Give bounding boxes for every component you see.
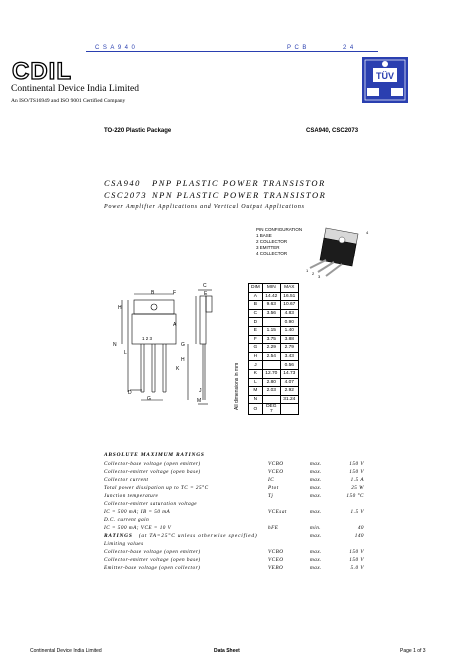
rating-label: D.C. current gain	[104, 517, 150, 523]
application-subtitle: Power Amplifier Applications and Vertical Output Applications	[104, 204, 305, 210]
rating-label: Collector-base voltage (open emitter)	[104, 461, 201, 467]
dim-cell: 1.40	[280, 326, 298, 335]
rating-symbol: VCEO	[268, 557, 284, 563]
rating-limit: max.	[310, 461, 322, 467]
dim-label-g-bottom: G	[147, 396, 151, 402]
dim-cell: 9.63	[262, 301, 280, 310]
package-pin-label: 2	[312, 271, 315, 276]
dim-cell: G	[249, 344, 263, 353]
title-desc-2: NPN PLASTIC POWER TRANSISTOR	[152, 190, 327, 200]
rating-limit: max.	[310, 549, 322, 555]
table-row	[249, 395, 299, 404]
dim-label-h: H	[181, 357, 185, 363]
dim-label-k: K	[176, 366, 180, 372]
rating-symbol: hFE	[268, 525, 279, 531]
table-row	[249, 404, 299, 415]
rating-limit: min.	[310, 525, 322, 531]
pin-config-item: 1 BASE	[256, 233, 272, 238]
dim-label-d: D	[128, 390, 132, 396]
rating-limit: max.	[310, 533, 322, 539]
table-row	[249, 344, 299, 353]
table-row	[249, 292, 299, 301]
header-code-left: CSA940	[95, 45, 139, 51]
dim-cell: 14.73	[280, 369, 298, 378]
header-code-mid: PCB	[287, 45, 310, 51]
dim-cell: F	[249, 335, 263, 344]
table-row	[249, 378, 299, 387]
dim-cell: 3.43	[280, 352, 298, 361]
dim-cell: 12.70	[262, 369, 280, 378]
rating-limit: max.	[310, 469, 322, 475]
dim-label-l: L	[124, 350, 127, 356]
dim-cell	[262, 395, 280, 404]
dim-cell: E	[249, 326, 263, 335]
dim-cell: A	[249, 292, 263, 301]
certification-text: An ISO/TS16949 and ISO 9001 Certified Company	[11, 98, 126, 104]
dim-label-b: B	[151, 290, 155, 296]
dim-cell: 16.51	[280, 292, 298, 301]
dim-cell: 2.80	[262, 378, 280, 387]
package-type: TO-220 Plastic Package	[104, 128, 172, 134]
table-row	[104, 517, 364, 525]
rating-symbol: VCEsat	[268, 509, 287, 515]
table-row	[104, 509, 364, 517]
dim-label-f: F	[173, 290, 177, 296]
rating-limit: max.	[310, 493, 322, 499]
table-row	[104, 461, 364, 469]
rating-limit: max.	[310, 485, 322, 491]
table-row	[249, 301, 299, 310]
rating-value: 150 V	[349, 461, 364, 467]
dim-cell: 14.42	[262, 292, 280, 301]
pin-config-item: 2 COLLECTOR	[256, 239, 288, 244]
table-row	[104, 493, 364, 501]
header-rule	[86, 51, 378, 52]
rating-symbol: VCEO	[268, 469, 284, 475]
part-numbers: CSA940, CSC2073	[306, 128, 359, 134]
dim-cell: DEG 7	[262, 404, 280, 415]
table-row	[249, 352, 299, 361]
title-desc-1: PNP PLASTIC POWER TRANSISTOR	[152, 178, 326, 188]
abs-max-heading: ABSOLUTE MAXIMUM RATINGS	[104, 452, 205, 458]
package-pin-label: 4	[366, 230, 369, 235]
table-row	[104, 525, 364, 533]
rating-value: 150 V	[349, 557, 364, 563]
table-row	[249, 326, 299, 335]
title-line-1	[104, 178, 326, 188]
dim-label-j: J	[199, 388, 202, 394]
rating-value: 1.5 A	[350, 477, 364, 483]
dim-cell: 2.03	[262, 387, 280, 396]
dim-cell: K	[249, 369, 263, 378]
ratings-heading-note: (at TA=25°C unless otherwise specified)	[138, 533, 258, 539]
dim-cell: H	[249, 352, 263, 361]
title-part-1: CSA940	[104, 178, 141, 188]
table-row	[249, 318, 299, 327]
rating-symbol: VCBO	[268, 461, 284, 467]
dim-label-m: M	[197, 398, 202, 404]
dimension-table-header	[249, 284, 299, 293]
rating-value: 25 W	[351, 485, 364, 491]
dim-cell	[262, 318, 280, 327]
table-row	[104, 469, 364, 477]
tuv-badge-text: TÜV	[376, 71, 394, 81]
rating-value: 5.0 V	[350, 565, 364, 571]
dim-cell: M	[249, 387, 263, 396]
package-pin-label: 3	[318, 274, 321, 279]
rating-label: Collector-emitter voltage (open base)	[104, 557, 201, 563]
ratings-sub-label: Limiting values	[104, 541, 144, 547]
dim-label-h-left: H	[118, 305, 122, 311]
table-row	[104, 557, 364, 565]
dim-cell: O	[249, 404, 263, 415]
footer-doc-type: Data Sheet	[214, 648, 240, 654]
company-name: Continental Device India Limited	[11, 84, 139, 94]
rating-label: Total power dissipation up to TC = 25°C	[104, 485, 209, 491]
dim-cell: 2.92	[280, 387, 298, 396]
dim-cell: B	[249, 301, 263, 310]
title-part-2: CSC2073	[104, 190, 148, 200]
dim-header: DIM	[249, 284, 263, 293]
table-row	[104, 565, 364, 573]
dimension-table	[248, 283, 299, 415]
dim-header: MIN	[262, 284, 280, 293]
header-code-right: 24	[343, 45, 357, 51]
rating-value: 150 V	[349, 469, 364, 475]
rating-limit: max.	[310, 557, 322, 563]
table-row	[104, 549, 364, 557]
pin-config-item: 3 EMITTER	[256, 245, 280, 250]
rating-label: IC = 500 mA; VCE = 10 V	[104, 525, 172, 531]
dim-cell	[262, 361, 280, 370]
dimension-note: All dimensions in mm	[234, 362, 240, 410]
table-row	[104, 501, 364, 509]
rating-label: Collector-emitter saturation voltage	[104, 501, 198, 507]
dim-label-a: A	[173, 322, 177, 328]
dim-cell: 3.75	[262, 335, 280, 344]
table-row	[249, 369, 299, 378]
rating-label: Collector current	[104, 477, 149, 483]
dim-cell: D	[249, 318, 263, 327]
rating-limit: max.	[310, 565, 322, 571]
company-logo: CDIL	[12, 58, 72, 85]
dim-cell: 31.24	[280, 395, 298, 404]
rating-symbol: Ptot	[268, 485, 279, 491]
rating-symbol: VEBO	[268, 565, 284, 571]
footer-page: Page 1 of 3	[400, 648, 426, 654]
dim-header: MAX	[280, 284, 298, 293]
rating-value: 140	[354, 533, 364, 539]
rating-label: Collector-emitter voltage (open base)	[104, 469, 201, 475]
dim-cell: N	[249, 395, 263, 404]
footer-company: Continental Device India Limited	[30, 648, 102, 654]
table-row	[104, 477, 364, 485]
rating-label: Collector-base voltage (open emitter)	[104, 549, 201, 555]
table-row	[249, 335, 299, 344]
dim-label-n: N	[113, 342, 117, 348]
dim-cell: 0.56	[280, 361, 298, 370]
rating-value: 150 V	[349, 549, 364, 555]
rating-symbol: VCBO	[268, 549, 284, 555]
dim-cell: 2.29	[262, 344, 280, 353]
rating-value: 40	[357, 525, 364, 531]
dim-cell: 3.56	[262, 309, 280, 318]
dim-cell: 4.07	[280, 378, 298, 387]
table-row	[104, 485, 364, 493]
tuv-certification-badge	[361, 56, 409, 104]
dim-cell	[280, 404, 298, 415]
ratings-sub	[104, 541, 364, 549]
ratings-heading-title: RATINGS	[104, 533, 133, 539]
dim-cell: 2.79	[280, 344, 298, 353]
rating-limit: max.	[310, 477, 322, 483]
dim-cell: L	[249, 378, 263, 387]
package-pin-label: 1	[306, 268, 309, 273]
pin-numbers: 1 2 3	[142, 336, 153, 341]
dim-label-g: G	[181, 342, 185, 348]
rating-label: Junction temperature	[104, 493, 159, 499]
ratings-heading	[104, 533, 257, 539]
dim-cell: 3.88	[280, 335, 298, 344]
dim-cell: 10.67	[280, 301, 298, 310]
rating-value: 1.5 V	[350, 509, 364, 515]
dim-cell: J	[249, 361, 263, 370]
dim-cell: C	[249, 309, 263, 318]
table-row	[249, 361, 299, 370]
dim-cell: 2.54	[262, 352, 280, 361]
dim-cell: 4.83	[280, 309, 298, 318]
dim-label-e: E	[204, 291, 208, 297]
rating-value: 150 °C	[346, 493, 364, 499]
dim-cell: 1.15	[262, 326, 280, 335]
title-line-2	[104, 190, 327, 200]
pin-config-title: PIN CONFIGURATION	[256, 227, 303, 232]
table-row	[249, 309, 299, 318]
dim-label-c: C	[203, 283, 207, 289]
rating-limit: max.	[310, 509, 322, 515]
rating-label: IC = 500 mA; IB = 50 mA	[104, 509, 171, 515]
table-row	[249, 387, 299, 396]
rating-symbol: Tj	[268, 493, 274, 499]
rating-label: Emitter-base voltage (open collector)	[104, 565, 201, 571]
dim-cell: 0.90	[280, 318, 298, 327]
rating-symbol: IC	[268, 477, 275, 483]
pin-config-item: 4 COLLECTOR	[256, 251, 288, 256]
